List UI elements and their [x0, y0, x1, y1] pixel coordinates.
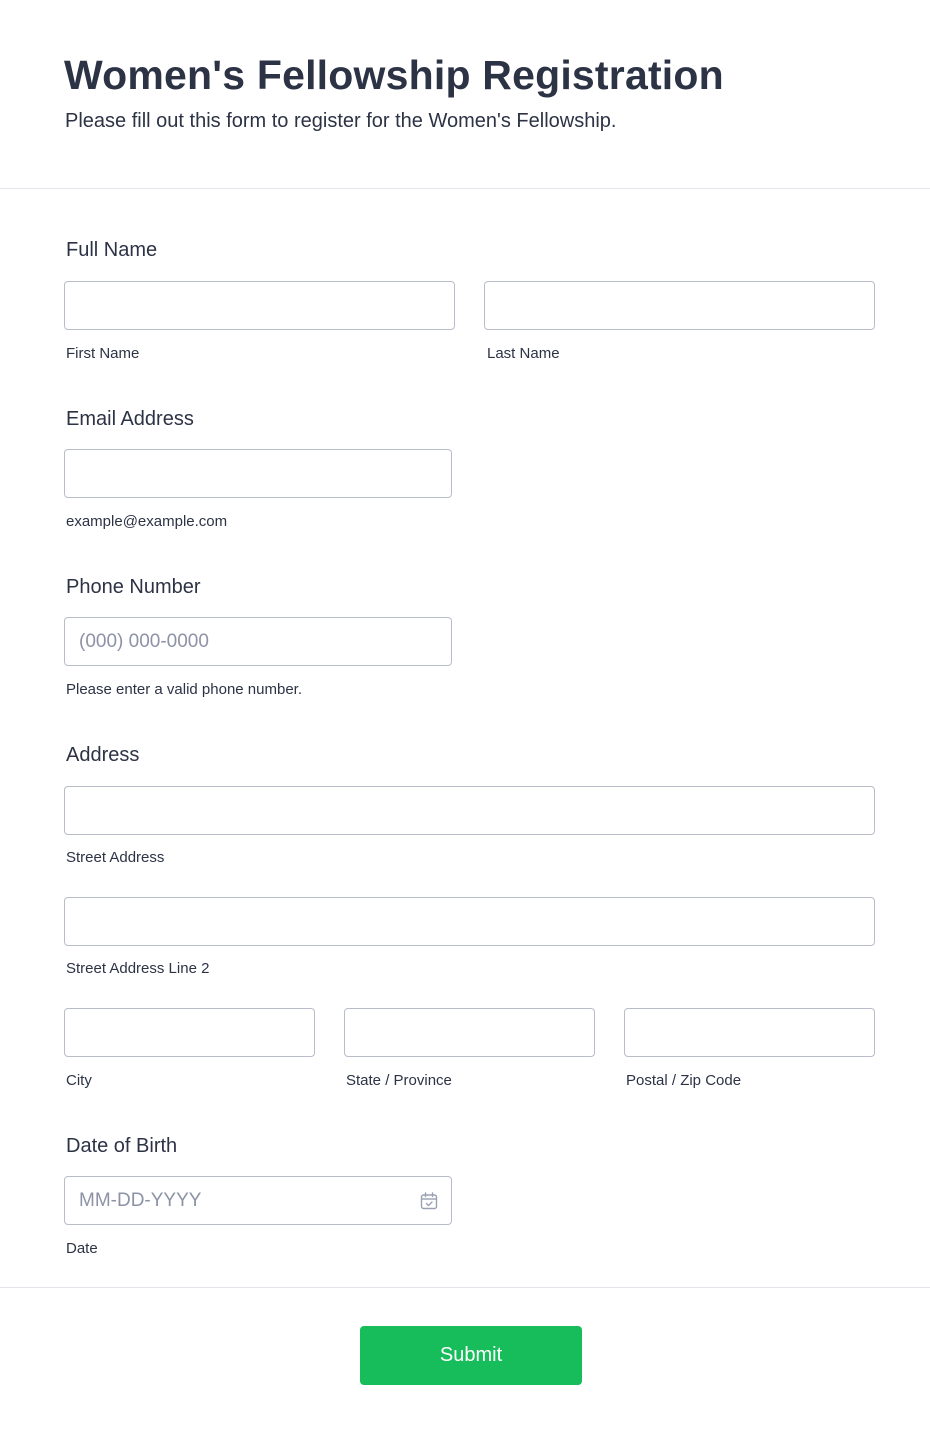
last-name-input[interactable]: [484, 281, 875, 330]
calendar-icon[interactable]: [419, 1191, 439, 1211]
first-name-input[interactable]: [64, 281, 455, 330]
full-name-label: Full Name: [66, 239, 158, 261]
street-address-sublabel: Street Address: [66, 849, 165, 866]
page-title: Women's Fellowship Registration: [64, 52, 724, 98]
street-address-input[interactable]: [64, 786, 875, 835]
phone-input[interactable]: [64, 617, 452, 666]
phone-label: Phone Number: [66, 576, 201, 598]
city-input[interactable]: [64, 1008, 315, 1057]
footer-divider: [0, 1287, 930, 1288]
zip-input[interactable]: [624, 1008, 875, 1057]
zip-sublabel: Postal / Zip Code: [626, 1072, 742, 1089]
email-label: Email Address: [66, 408, 194, 430]
email-input[interactable]: [64, 449, 452, 498]
street-address-line2-sublabel: Street Address Line 2: [66, 960, 210, 977]
city-sublabel: City: [66, 1072, 92, 1089]
street-address-line2-input[interactable]: [64, 897, 875, 946]
state-sublabel: State / Province: [346, 1072, 452, 1089]
state-input[interactable]: [344, 1008, 595, 1057]
dob-sublabel: Date: [66, 1240, 98, 1257]
dob-input[interactable]: [64, 1176, 452, 1225]
dob-label: Date of Birth: [66, 1135, 178, 1157]
address-label: Address: [66, 744, 140, 766]
last-name-sublabel: Last Name: [487, 345, 560, 362]
first-name-sublabel: First Name: [66, 345, 140, 362]
page-subtitle: Please fill out this form to register for the Women's Fellowship.: [65, 110, 617, 132]
email-sublabel: example@example.com: [66, 513, 228, 530]
submit-button[interactable]: Submit: [360, 1326, 582, 1385]
header-divider: [0, 188, 930, 189]
phone-sublabel: Please enter a valid phone number.: [66, 681, 302, 698]
